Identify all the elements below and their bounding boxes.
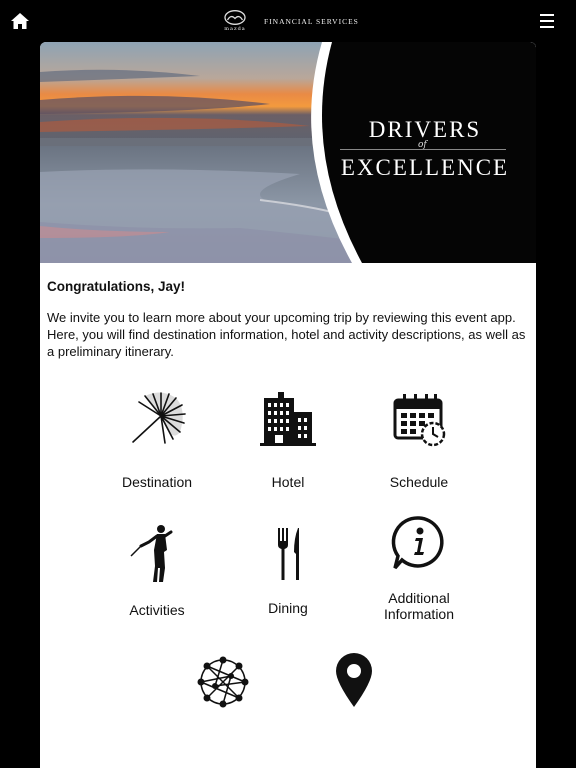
intro-paragraph: We invite you to learn more about your upcoming trip by reviewing this event app. Here, you will find destination information, hotel and activity descriptions, as well as a preliminary itinerary. [47, 310, 526, 359]
tile-dining-label: Dining [268, 600, 308, 616]
calendar-clock-icon [389, 390, 449, 450]
tile-additional-information-line2: Information [383, 606, 455, 622]
brand-logo [222, 8, 359, 34]
tile-location[interactable] [289, 650, 419, 710]
hero-title-line2: EXCELLENCE [340, 155, 510, 180]
tile-destination[interactable] [92, 390, 222, 490]
mazda-logo [222, 10, 248, 32]
tile-dining[interactable] [223, 524, 353, 616]
tile-hotel[interactable] [223, 388, 353, 490]
content-section [40, 263, 536, 360]
golfer-icon [127, 522, 187, 586]
tile-activities[interactable] [92, 522, 222, 618]
brand-word: mazda [224, 26, 246, 32]
home-button[interactable] [10, 11, 30, 31]
menu-button[interactable] [540, 13, 558, 29]
info-bubble-icon [389, 514, 449, 574]
tile-schedule-label: Schedule [389, 474, 449, 490]
tile-additional-information[interactable] [354, 514, 484, 622]
tile-additional-information-label [354, 590, 484, 622]
mazda-emblem-icon [224, 10, 246, 25]
home-icon [10, 11, 30, 31]
fork-knife-icon [258, 524, 318, 584]
tile-activities-label: Activities [129, 602, 185, 618]
hero-title-of: of [418, 140, 427, 150]
menu-grid [40, 360, 536, 760]
network-icon [193, 652, 253, 712]
tile-additional-information-line1: Additional [388, 590, 450, 606]
hero-title [340, 118, 510, 180]
greeting-heading: Congratulations, Jay! [47, 279, 186, 294]
tile-destination-label: Destination [121, 474, 193, 490]
top-bar [0, 0, 576, 42]
brand-text: FINANCIAL SERVICES [264, 16, 359, 26]
hero-banner [40, 42, 536, 263]
tile-network[interactable] [158, 652, 288, 712]
tile-schedule[interactable] [354, 390, 484, 490]
map-pin-icon [324, 650, 384, 710]
palm-leaf-icon [127, 390, 187, 450]
hero-title-line1: DRIVERS [368, 117, 482, 142]
hamburger-menu-icon [540, 13, 558, 29]
hotel-building-icon [258, 388, 318, 448]
tile-hotel-label: Hotel [271, 474, 305, 490]
main-card [40, 42, 536, 768]
